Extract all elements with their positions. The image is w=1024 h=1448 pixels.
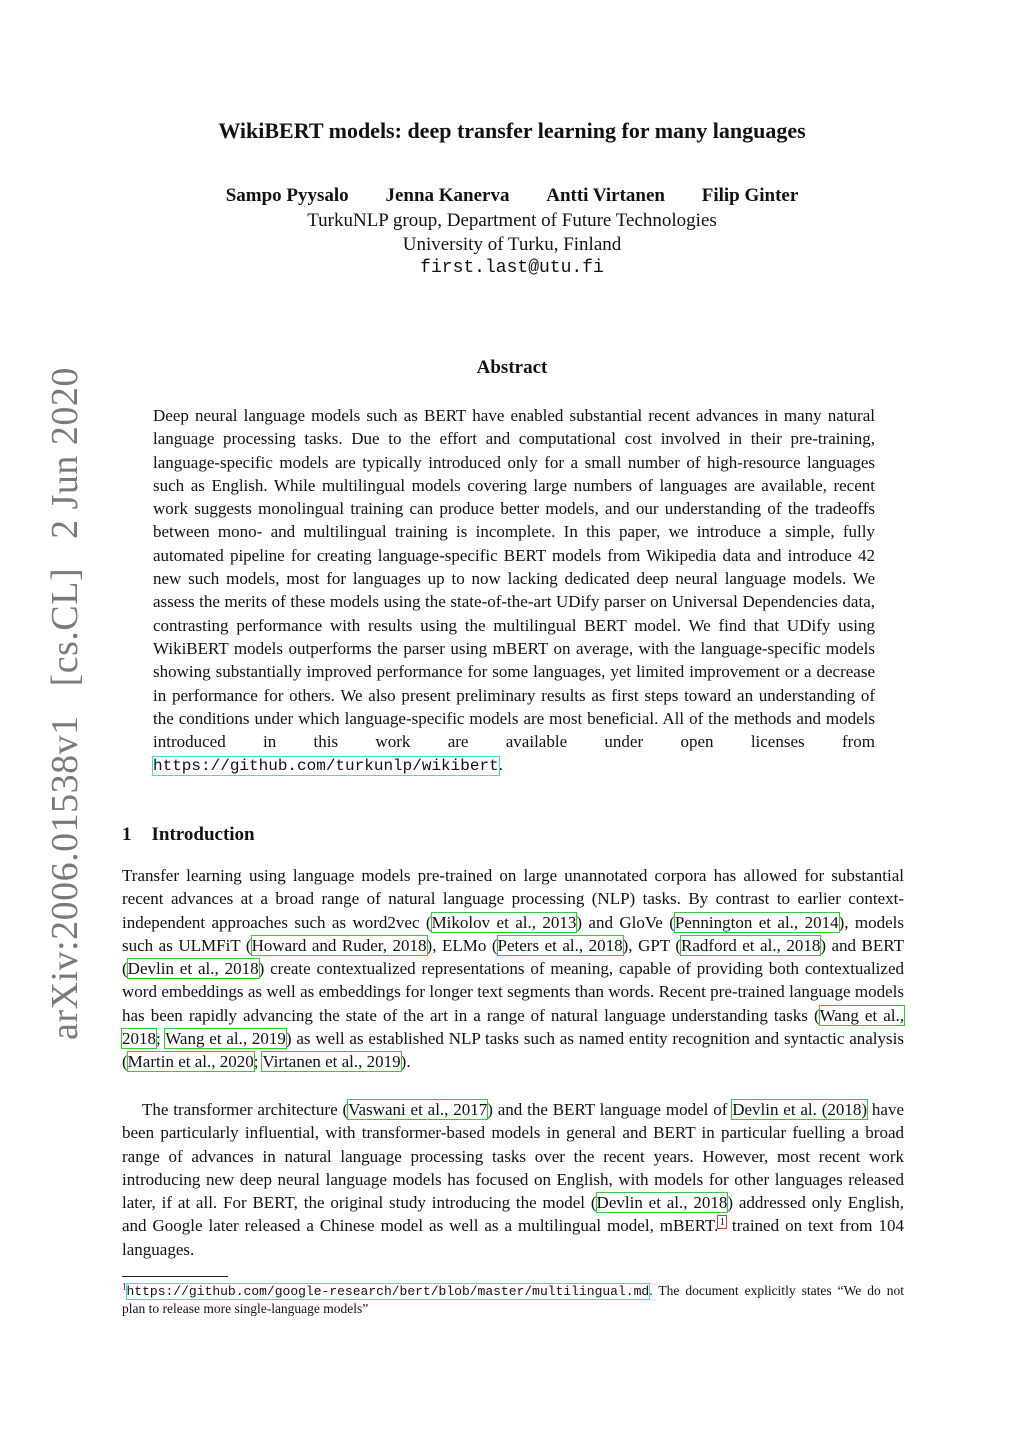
- section-title: Introduction: [151, 824, 255, 845]
- citation-link[interactable]: Devlin et al. (2018): [732, 1100, 868, 1119]
- section-number: 1: [122, 824, 132, 845]
- arxiv-id: arXiv:2006.01538v1: [44, 715, 86, 1040]
- wikibert-repo-link[interactable]: https://github.com/turkunlp/wikibert: [153, 757, 499, 776]
- footnote-divider: [122, 1276, 228, 1277]
- affiliation-university: University of Turku, Finland: [402, 234, 622, 255]
- paper-title: WikiBERT models: deep transfer learning for many languages: [218, 118, 806, 143]
- citation-link[interactable]: Virtanen et al., 2019: [262, 1052, 401, 1072]
- arxiv-category: [cs.CL]: [44, 567, 86, 687]
- abstract-text: Deep neural language models such as BERT have enabled substantial recent advances in many natural language processing tasks. Due to the effort and computational cost involved in their pre-training, language-specific models are typically introduced only for a small number of high-resource languages such as English. While multilingual models covering large numbers of languages are available, recent work suggests monolingual training can produce better models, and our understanding of the tradeoffs between mono- and multilingual training is incomplete. In this paper, we introduce a simple, fully automated pipeline for creating language-specific BERT models from Wikipedia data and introduce 42 new such models, most for languages up to now lacking dedicated deep neural language models. We assess the merits of these models using the state-of-the-art UDify parser on Universal Dependencies data, contrasting performance with results using the multilingual BERT model. We find that UDify using WikiBERT models outperforms the parser using mBERT on average, with the language-specific models showing substantially improved performance for some languages, yet limited improvement or a decrease in performance for others. We also present preliminary results as first steps toward an understanding of the conditions under which language-specific models are most beneficial. All of the methods and models introduced in this work are available under open licenses from: [153, 406, 875, 752]
- citation-link[interactable]: Devlin et al., 2018: [127, 959, 259, 979]
- abstract-heading: Abstract: [476, 357, 548, 378]
- arxiv-identifier-stamp: [43, 348, 87, 1040]
- citation-link[interactable]: Vaswani et al., 2017: [348, 1100, 488, 1119]
- footnote-reference-link[interactable]: 1: [719, 1215, 725, 1228]
- footnote-text: . The document explicitly states “We do not plan to release more single-language models”: [122, 1283, 904, 1316]
- intro-paragraph-1: Transfer learning using language models pre-trained on large unannotated corpora has allowed for substantial recent advances at a broad range of natural language processing (NLP) tasks. By contrast to earlier context-independent approaches such as word2vec (Mikolov et al., 2013) and GloVe (Pennington et al., 2014), models such as ULMFiT (Howard and Ruder, 2018), ELMo (Peters et al., 2018), GPT (Radford et al., 2018) and BERT (Devlin et al., 2018) create contextualized representations of meaning, capable of providing both contextualized word embeddings as well as embeddings for longer text segments than words. Recent pre-trained language models has been rapidly advancing the state of the art in a range of natural language understanding tasks (Wang et al., 2018; Wang et al., 2019) as well as established NLP tasks such as named entity recognition and syntactic analysis (Martin et al., 2020; Virtanen et al., 2019).: [122, 866, 904, 1072]
- author-name: Antti Virtanen: [546, 185, 665, 206]
- author-name: Sampo Pyysalo: [225, 185, 349, 206]
- arxiv-date: 2 Jun 2020: [44, 367, 86, 539]
- citation-link[interactable]: Devlin et al., 2018: [596, 1193, 728, 1213]
- author-email: first.last@utu.fi: [420, 258, 604, 278]
- footnote-number: 1: [122, 1281, 127, 1292]
- citation-link[interactable]: Radford et al., 2018: [681, 935, 821, 955]
- author-name: Jenna Kanerva: [385, 185, 510, 206]
- citation-link[interactable]: Peters et al., 2018: [497, 935, 623, 955]
- footnote-1: [122, 1282, 904, 1317]
- citation-link[interactable]: Wang et al., 2019: [165, 1029, 286, 1049]
- citation-link[interactable]: Pennington et al., 2014: [674, 912, 839, 932]
- intro-paragraph-2: The transformer architecture (Vaswani et al., 2017) and the BERT language model of Devlin et al. (2018) have been particularly influential, with transformer-based models in general and BERT in particular fuelling a broad range of advances in natural language processing tasks over the recent years. However, most recent work introducing new deep neural language models has focused on English, with models for other languages released later, if at all. For BERT, the original study introducing the model (Devlin et al., 2018) addressed only English, and Google later released a Chinese model as well as a multilingual model, mBERT.$^1$ trained on text from 104 languages.: [122, 1100, 905, 1259]
- section-heading-introduction: [122, 824, 255, 846]
- citation-link[interactable]: Mikolov et al., 2013: [431, 912, 577, 932]
- affiliation-group: TurkuNLP group, Department of Future Technologies: [307, 210, 717, 231]
- abstract-body: Deep neural language models such as BERT have enabled substantial recent advances in many natural language processing tasks. Due to the effort and computational cost involved in their pre-training, language-specific models are typically introduced only for a small number of high-resource languages such as English. While multilingual models covering large numbers of languages are available, recent work suggests monolingual training can produce better models, and our understanding of the tradeoffs between mono- and multilingual training is incomplete. In this paper, we introduce a simple, fully automated pipeline for creating language-specific BERT models from Wikipedia data and introduce 42 new such models, most for languages up to now lacking dedicated deep neural language models. We assess the merits of these models using the state-of-the-art UDify parser on Universal Dependencies data, contrasting performance with results using the multilingual BERT model. We find that UDify using WikiBERT models outperforms the parser using mBERT on average, with the language-specific models showing substantially improved performance for some languages, yet limited improvement or a decrease in performance for others. We also present preliminary results as first steps toward an understanding of the conditions under which language-specific models are most beneficial. All of the methods and models introduced in this work are available under open licenses from https://github.com/turkunlp/wikibert.: [153, 406, 875, 776]
- citation-link[interactable]: Martin et al., 2020: [127, 1052, 254, 1072]
- citation-link[interactable]: Wang et al., 2018: [122, 1005, 904, 1049]
- multilingual-bert-link[interactable]: https://github.com/google-research/bert/blob/master/multilingual.md: [126, 1284, 650, 1299]
- author-list: [100, 185, 924, 207]
- author-name: Filip Ginter: [701, 185, 799, 206]
- citation-link[interactable]: Howard and Ruder, 2018: [251, 935, 427, 955]
